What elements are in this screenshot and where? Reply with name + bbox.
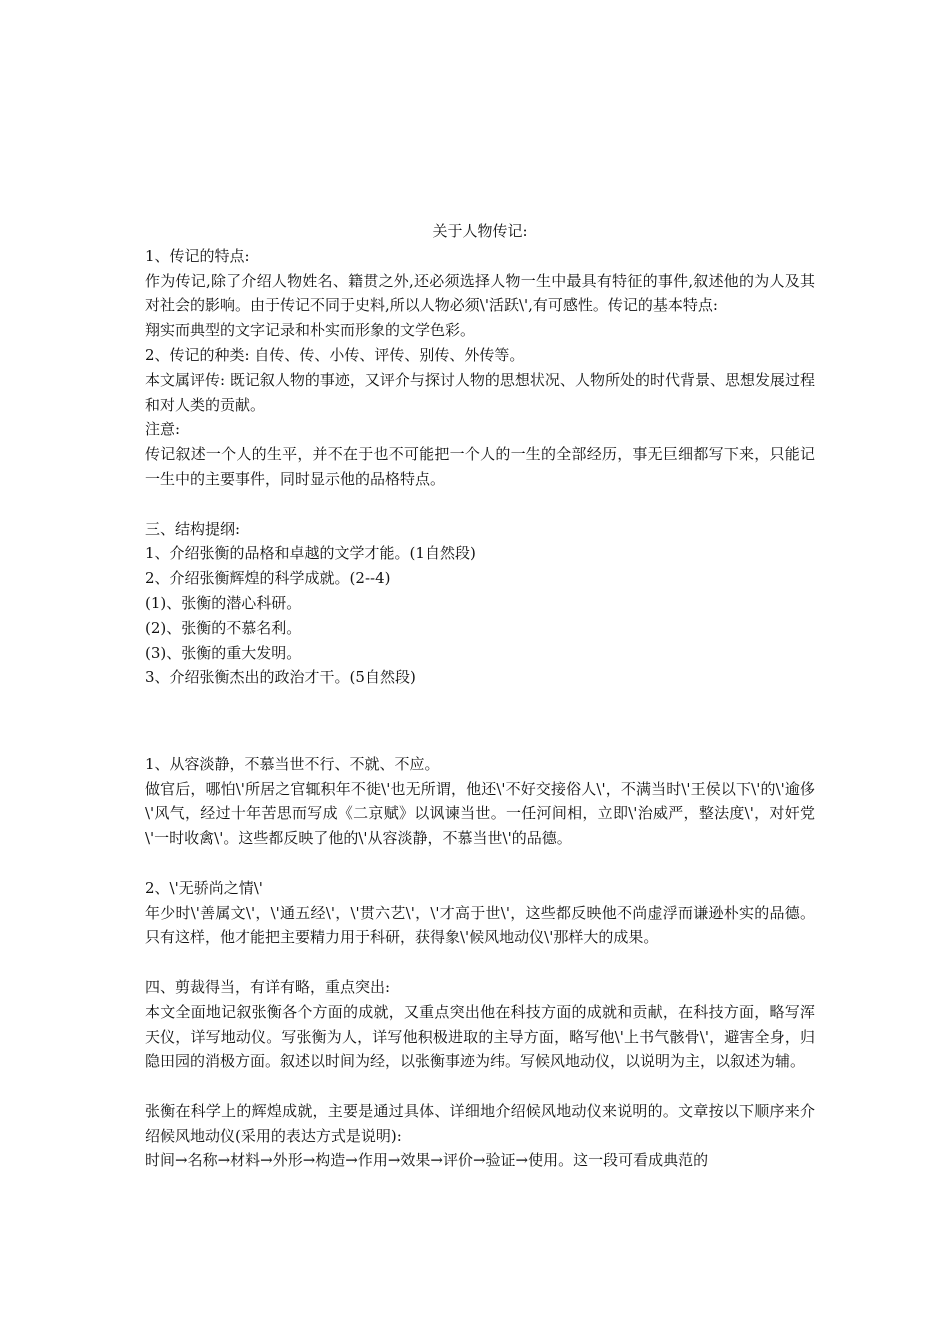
spacer [145,690,815,740]
spacer [145,950,815,975]
outline-item: 3、介绍张衡杰出的政治才干。(5自然段) [145,668,416,687]
point-heading-calm: 1、从容淡静，不慕当世不行、不就、不应。 [145,754,440,773]
paragraph-features: 作为传记,除了介绍人物姓名、籍贯之外,还必须选择人物一生中最具有特征的事件,叙述他的为人及其对社会的影响。由于传记不同于史料,所以人物必须\'活跃\',有可感性。传记的基本特点: [145,271,815,315]
document-title: 关于人物传记: [432,222,528,240]
paragraph-modest: 年少时\'善属文\'，\'通五经\'，\'贯六艺\'，\'才高于世\'，这些都反映他不尚虚浮而谦逊朴实的品德。只有这样，他才能把主要精力用于科研，获得象\'候风地动仪\'那样大的成果。 [145,903,815,947]
section-heading-features: 1、传记的特点: [145,246,250,265]
section-heading-editing: 四、剪裁得当，有详有略，重点突出: [145,977,391,996]
paragraph-critical-biography: 本文属评传: 既记叙人物的事迹，又评介与探讨人物的思想状况、人物所处的时代背景、思想发展过程和对人类的贡献。 [145,370,815,414]
spacer [145,492,815,517]
spacer [145,740,815,752]
outline-item: (3)、张衡的重大发明。 [145,643,302,662]
paragraph-basic-features: 翔实而典型的文字记录和朴实而形象的文学色彩。 [145,321,476,340]
outline-item: (2)、张衡的不慕名利。 [145,618,302,637]
paragraph-note: 传记叙述一个人的生平，并不在于也不可能把一个人的一生的全部经历，事无巨细都写下来，只能记一生中的主要事件，同时显示他的品格特点。 [145,445,815,488]
note-label: 注意: [145,420,181,439]
document-page [145,219,815,1173]
paragraph-editing: 本文全面地记叙张衡各个方面的成就，又重点突出他在科技方面的成就和贡献，在科技方面，略写浑天仪，详写地动仪。写张衡为人，详写他积极进取的主导方面，略写他\'上书气骸骨\'，避害全身，归隐田园的消极方面。叙述以时间为经，以张衡事迹为纬。写候风地动仪，以说明为主，以叙述为辅。 [145,1002,815,1071]
paragraph-seismograph: 张衡在科学上的辉煌成就，主要是通过具体、详细地介绍候风地动仪来说明的。文章按以下顺序来介绍候风地动仪(采用的表达方式是说明): [145,1101,815,1145]
outline-item: 1、介绍张衡的品格和卓越的文学才能。(1自然段) [145,544,476,563]
outline-item: 2、介绍张衡辉煌的科学成就。(2--4) [145,569,391,588]
section-heading-types: 2、传记的种类: 自传、传、小传、评传、别传、外传等。 [145,345,525,364]
outline-item: (1)、张衡的潜心科研。 [145,593,302,612]
paragraph-sequence: 时间→名称→材料→外形→构造→作用→效果→评价→验证→使用。这一段可看成典范的 [145,1151,709,1170]
section-heading-outline: 三、结构提纲: [145,519,241,538]
paragraph-calm: 做官后，哪怕\'所居之官辄积年不徙\'也无所谓，他还\'不好交接俗人\'，不满当时\'王侯以下\'的\'逾侈\'风气，经过十年苦思而写成《二京赋》以讽谏当世。一任河间相，立即\'治威严，整法度\'，对奸党\'一时收禽\'。这些都反映了他的\'从容淡静，不慕当世\'的品德。 [145,779,815,848]
point-heading-modest: 2、\'无骄尚之情\' [145,878,263,897]
spacer [145,851,815,876]
spacer [145,1074,815,1099]
